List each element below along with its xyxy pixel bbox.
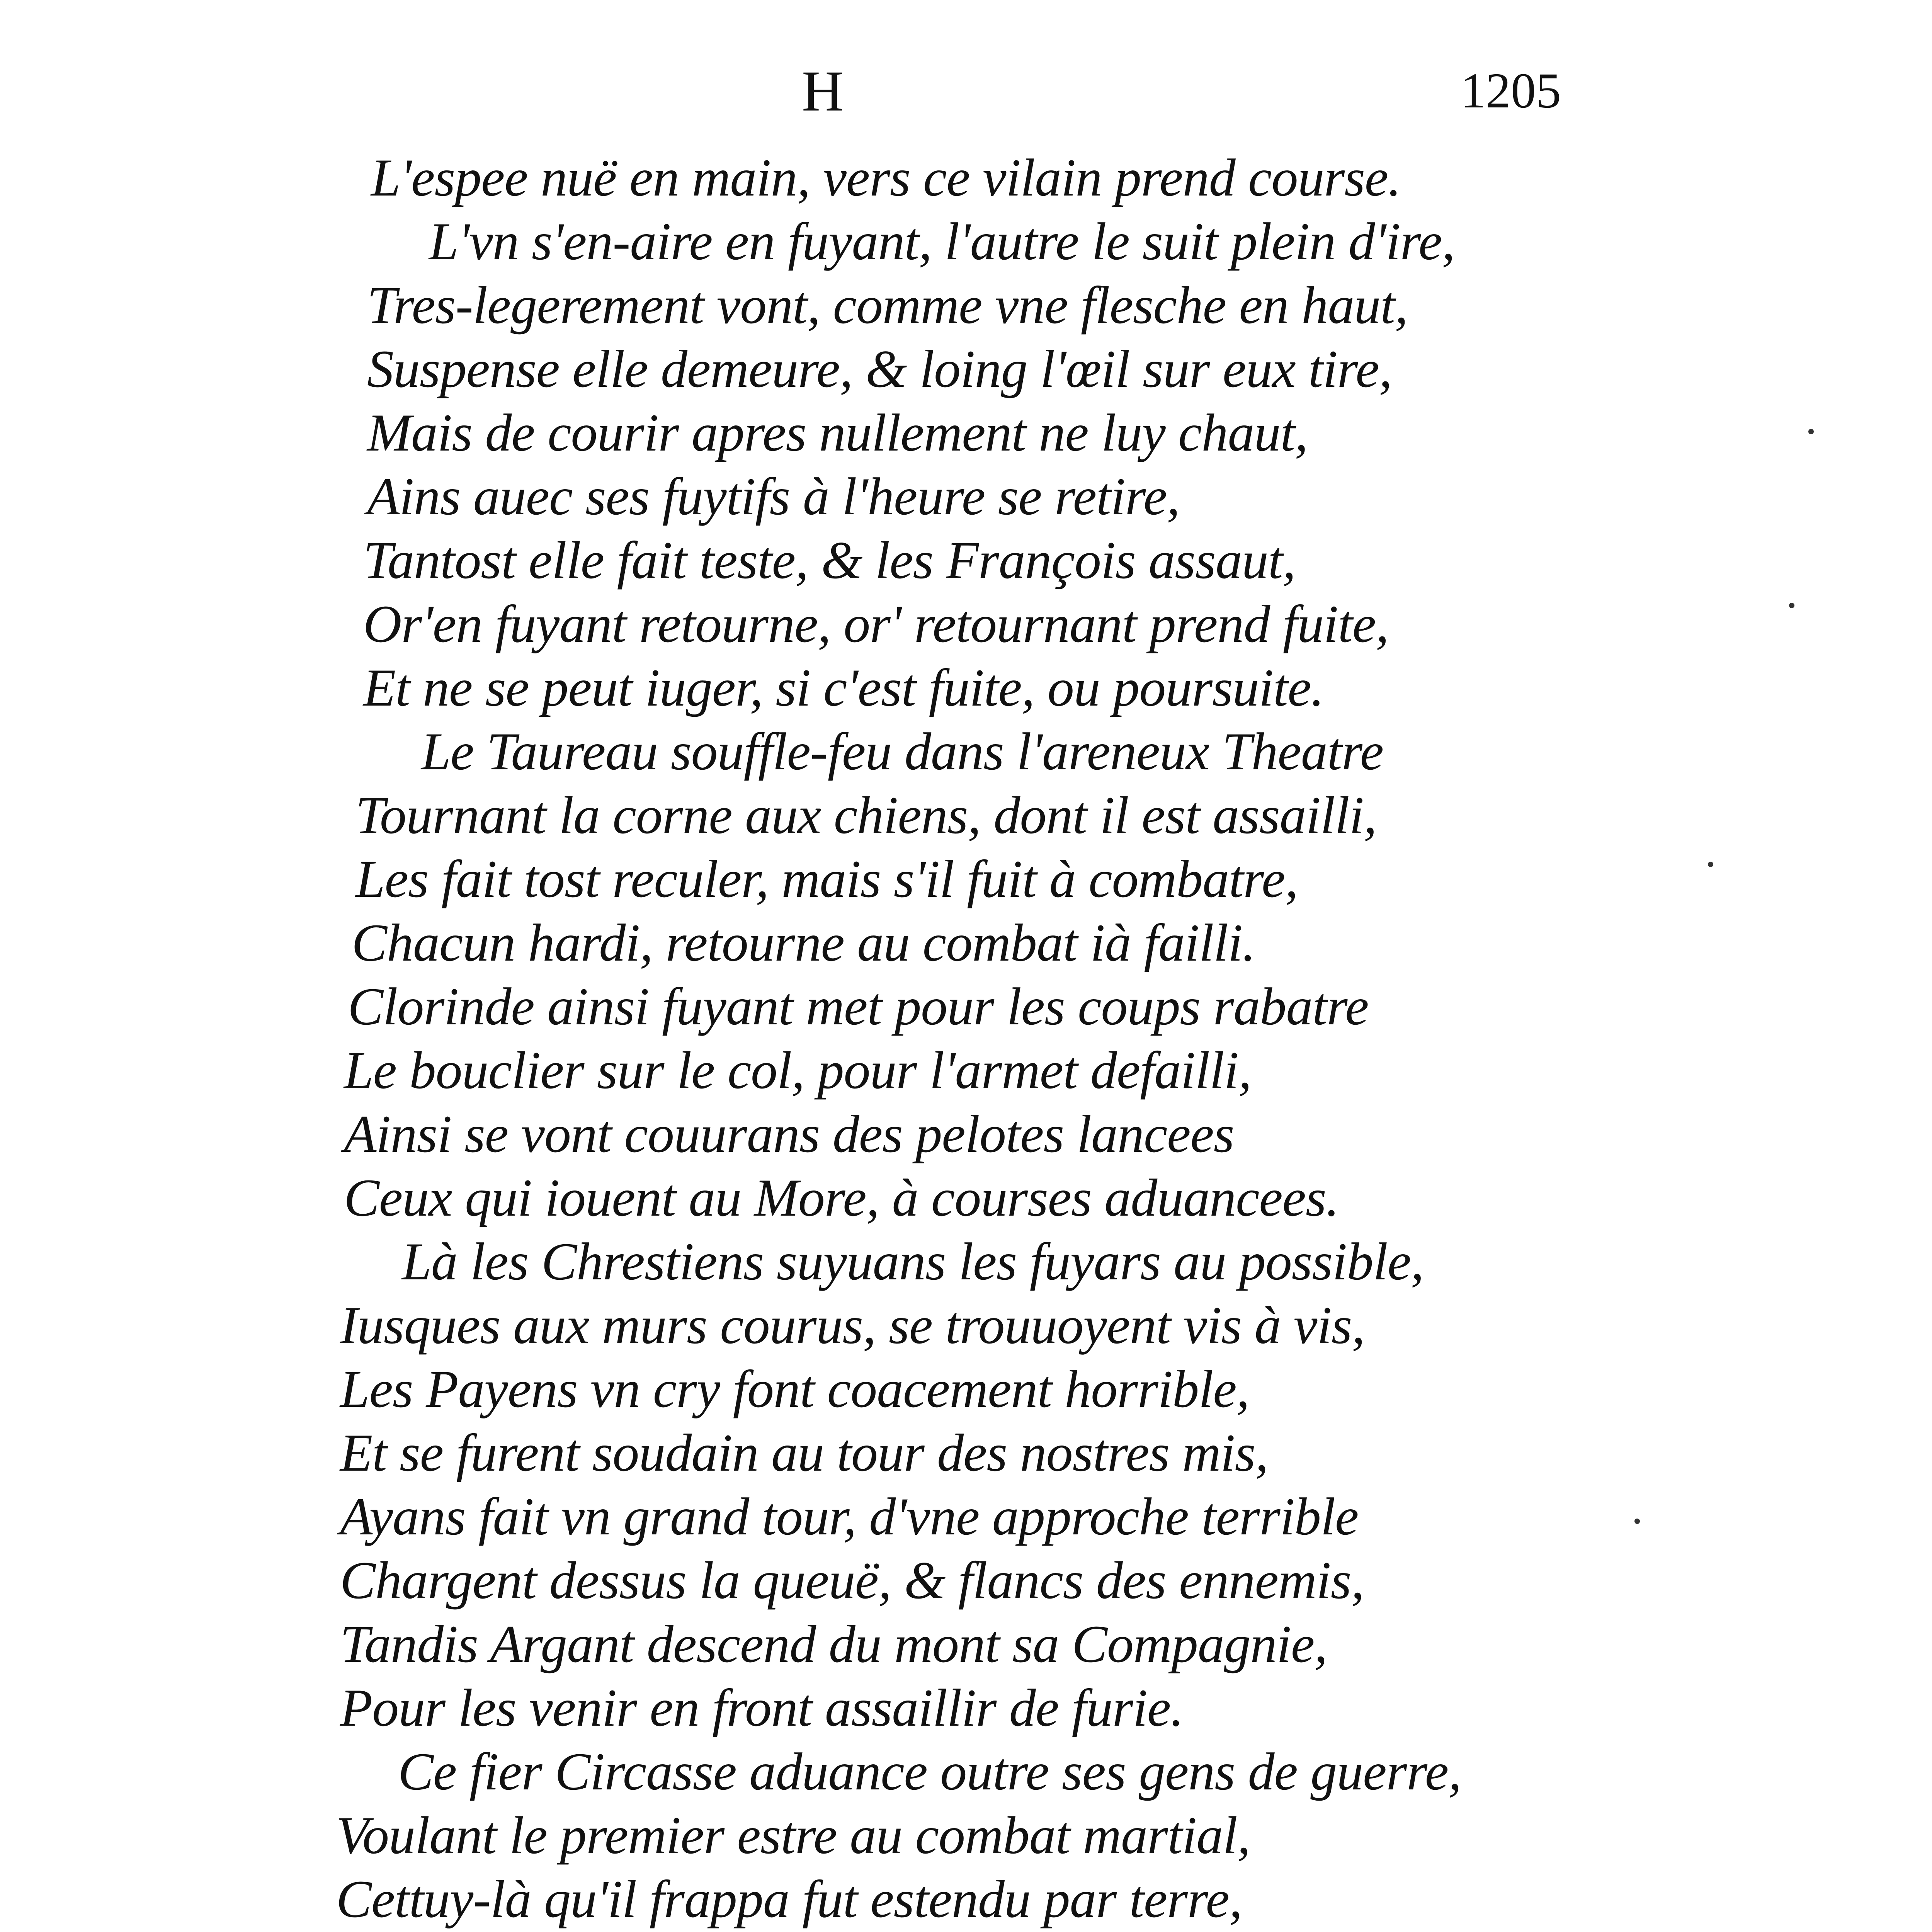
verse-line: Ainsi se vont couurans des pelotes lancees <box>344 1104 1234 1163</box>
verse-line: Et ne se peut iuger, si c'est fuite, ou poursuite. <box>363 658 1324 717</box>
verse-line: Tandis Argant descend du mont sa Compagnie, <box>340 1614 1327 1673</box>
gathering-signature: H <box>802 59 844 123</box>
verse-line: L'espee nuë en main, vers ce vilain prend course. <box>371 148 1401 207</box>
verse-line: Pour les venir en front assaillir de furie. <box>340 1678 1184 1737</box>
verse-line: Or'en fuyant retourne, or' retournant prend fuite, <box>363 594 1389 653</box>
verse-line: Clorinde ainsi fuyant met pour les coups rabatre <box>348 977 1369 1036</box>
verse-line: Tantost elle fait teste, & les François assaut, <box>363 531 1296 590</box>
verse-line: L'vn s'en-aire en fuyant, l'autre le suit plein d'ire, <box>429 212 1455 271</box>
verse-line: Le bouclier sur le col, pour l'armet defailli, <box>344 1041 1252 1100</box>
print-speck <box>1634 1519 1640 1524</box>
verse-line: Le Taureau souffle-feu dans l'areneux Theatre <box>421 722 1384 781</box>
verse-line: Chargent dessus la queuë, & flancs des ennemis, <box>340 1551 1364 1610</box>
print-speck <box>1789 603 1794 608</box>
verse-line: Ce fier Circasse aduance outre ses gens de guerre, <box>398 1742 1461 1801</box>
verse-line: Tres-legerement vont, comme vne flesche en haut, <box>367 276 1408 335</box>
verse-line: Iusques aux murs courus, se trouuoyent vis à vis, <box>340 1296 1365 1355</box>
verse-line: Suspense elle demeure, & loing l'œil sur eux tire, <box>367 339 1392 398</box>
verse-line: Chacun hardi, retourne au combat ià failli. <box>352 913 1255 972</box>
verse-line: Les Payens vn cry font coacement horrible, <box>340 1359 1250 1418</box>
verse-line: Ayans fait vn grand tour, d'vne approche terrible <box>340 1487 1359 1546</box>
page-number: 1205 <box>1461 63 1561 119</box>
print-speck <box>1808 429 1814 434</box>
verse-line: Ceux qui iouent au More, à courses aduancees. <box>344 1168 1339 1227</box>
verse-line: Là les Chrestiens suyuans les fuyars au possible, <box>402 1232 1424 1291</box>
verse-line: Tournant la corne aux chiens, dont il est assailli, <box>355 786 1377 845</box>
print-speck <box>1708 862 1713 867</box>
verse-line: Les fait tost reculer, mais s'il fuit à combatre, <box>355 849 1298 908</box>
verse-line: Mais de courir apres nullement ne luy chaut, <box>367 403 1308 462</box>
verse-line: Ains auec ses fuytifs à l'heure se retire, <box>367 467 1180 526</box>
verse-line: Et se furent soudain au tour des nostres mis, <box>340 1423 1268 1482</box>
verse-line: Voulant le premier estre au combat martial, <box>336 1806 1250 1865</box>
verse-line: Cettuy-là qu'il frappa fut estendu par terre, <box>336 1869 1242 1929</box>
